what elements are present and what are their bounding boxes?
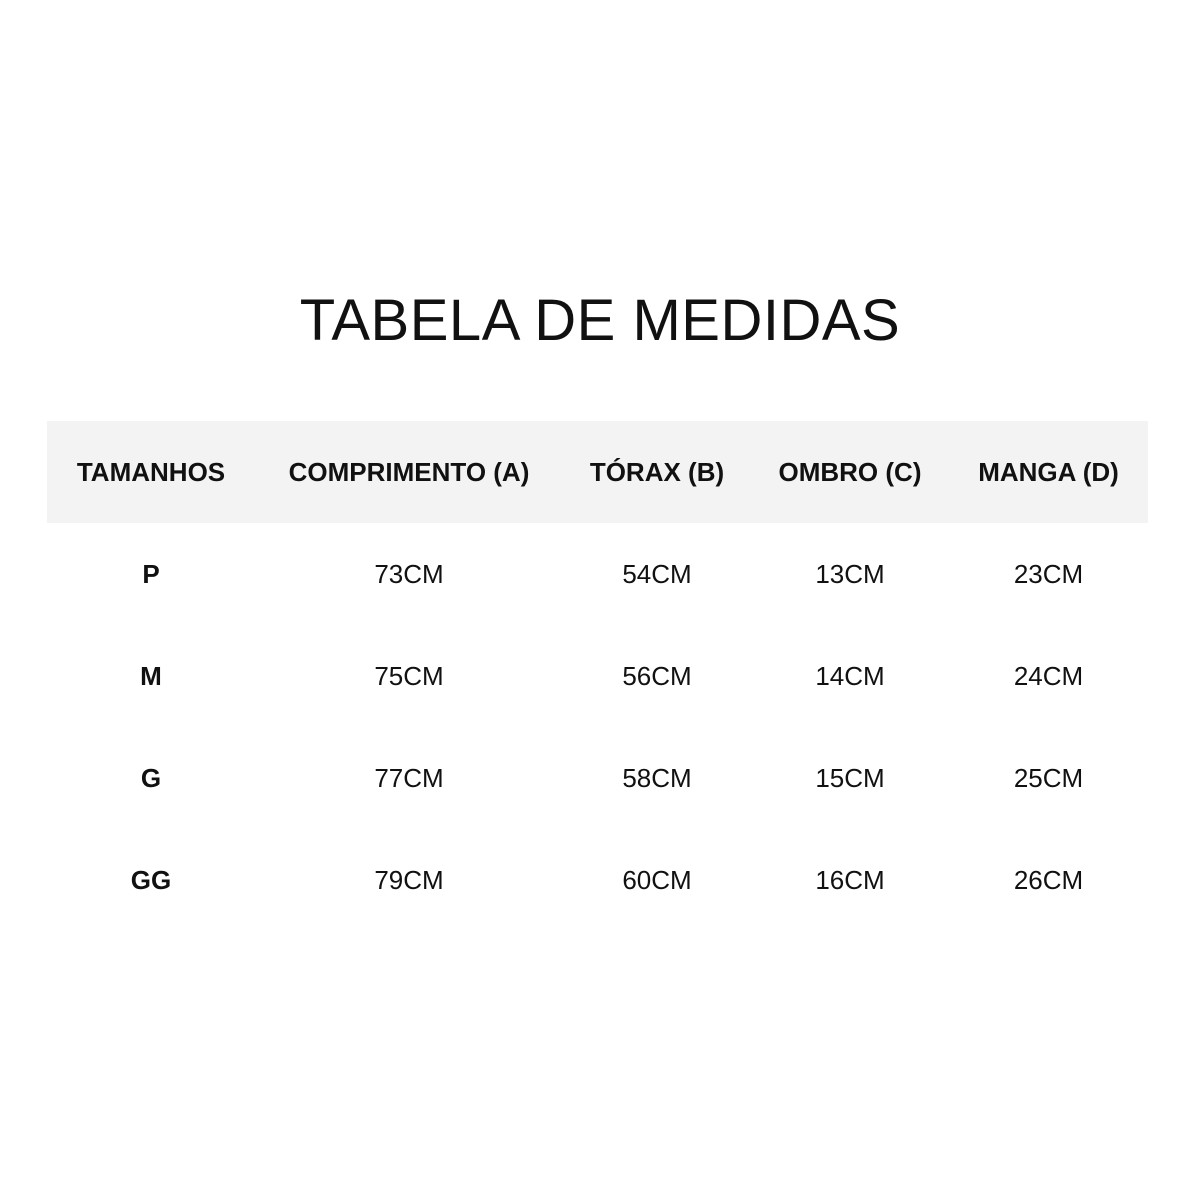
ombro-value: 15CM [815, 762, 885, 793]
table-row [47, 829, 1148, 931]
header-tamanhos: TAMANHOS [76, 456, 226, 487]
manga-value: 26CM [1013, 864, 1084, 895]
table-header [47, 421, 1148, 523]
table-row [47, 523, 1148, 625]
ombro-value: 13CM [815, 558, 885, 589]
size-label: GG [130, 864, 172, 895]
torax-value: 58CM [622, 762, 692, 793]
comprimento-value: 79CM [374, 864, 444, 895]
torax-value: 54CM [622, 558, 692, 589]
manga-value: 24CM [1013, 660, 1084, 691]
page-title: TABELA DE MEDIDAS [299, 288, 901, 353]
table-row [47, 727, 1148, 829]
ombro-value: 14CM [815, 660, 885, 691]
size-label: P [142, 558, 160, 589]
ombro-value: 16CM [815, 864, 885, 895]
comprimento-value: 73CM [374, 558, 444, 589]
header-ombro: OMBRO (C) [778, 456, 922, 487]
header-manga: MANGA (D) [978, 456, 1119, 487]
size-chart-table [47, 421, 1148, 931]
comprimento-value: 77CM [374, 762, 444, 793]
table-body [47, 523, 1148, 931]
torax-value: 60CM [622, 864, 692, 895]
size-label: M [140, 660, 162, 691]
manga-value: 25CM [1013, 762, 1084, 793]
torax-value: 56CM [622, 660, 692, 691]
header-torax: TÓRAX (B) [589, 456, 725, 487]
manga-value: 23CM [1013, 558, 1084, 589]
header-comprimento: COMPRIMENTO (A) [288, 456, 530, 487]
table-row [47, 625, 1148, 727]
comprimento-value: 75CM [374, 660, 444, 691]
header-row [47, 421, 1148, 523]
size-label: G [140, 762, 162, 793]
